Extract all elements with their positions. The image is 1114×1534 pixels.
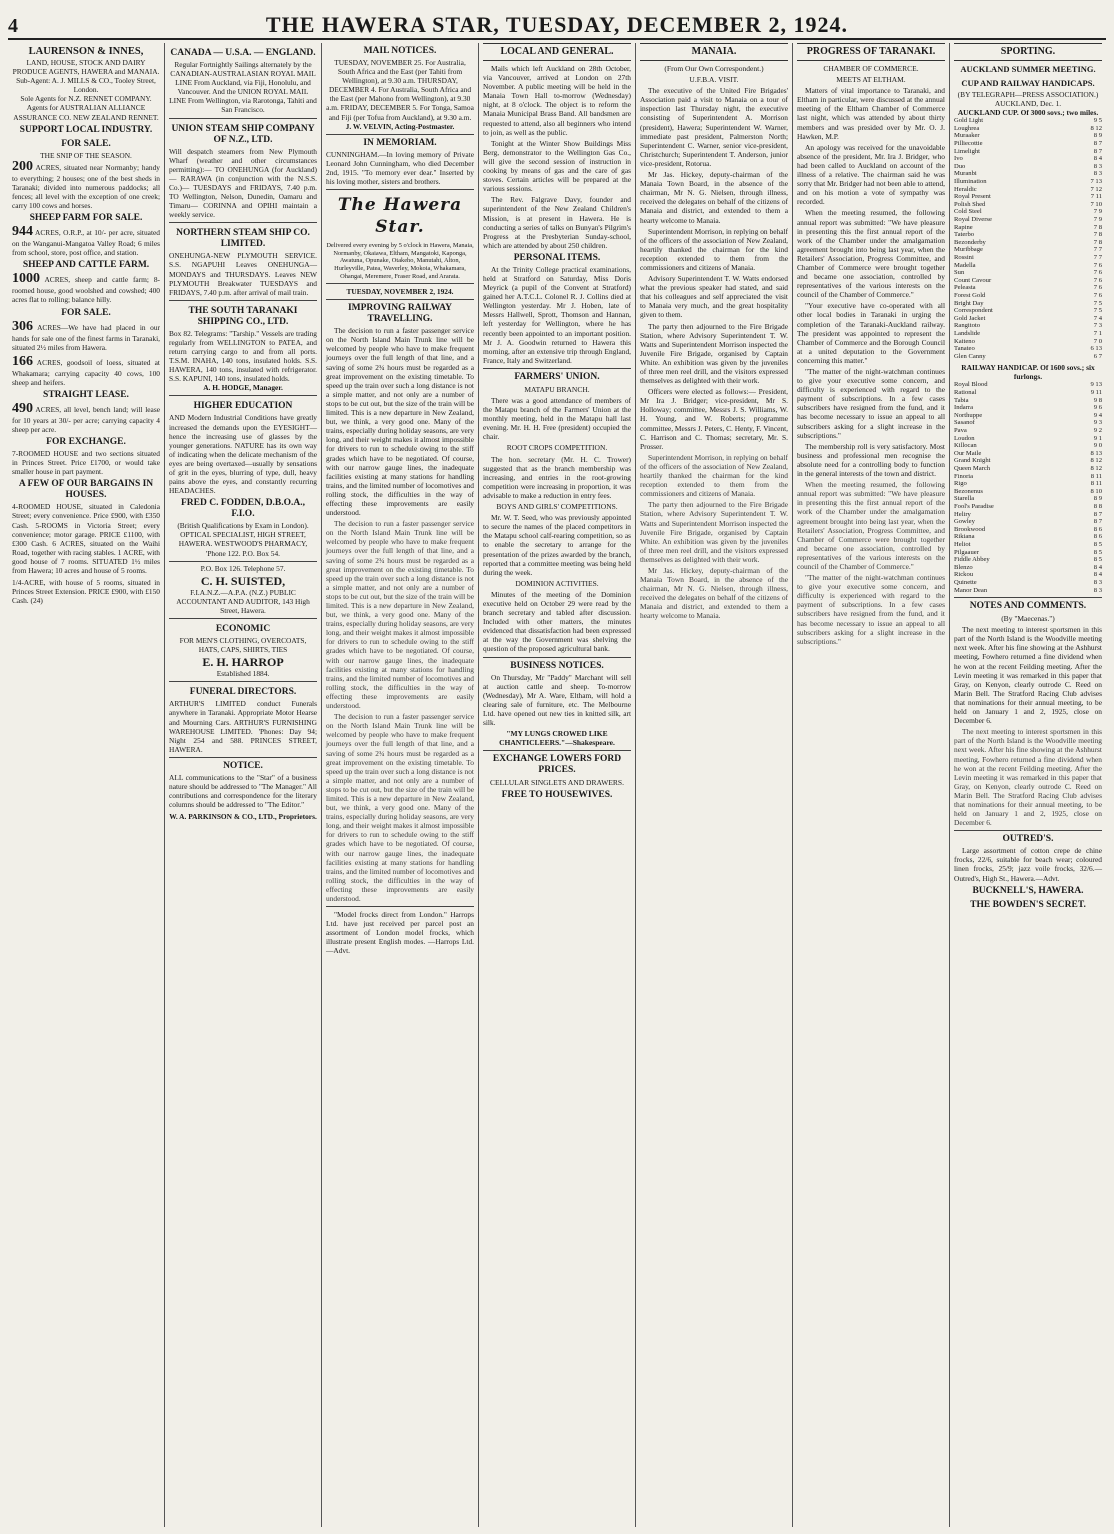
- horse-weight: 8 9: [1093, 495, 1102, 503]
- horse-weight: 9 13: [1090, 381, 1102, 389]
- horse-name: Rational: [954, 389, 977, 397]
- horse-weight: 8 6: [1093, 533, 1102, 541]
- columns: [8, 43, 1106, 1527]
- horse-name: Killocan: [954, 442, 977, 450]
- horse-name: Brookwood: [954, 525, 986, 533]
- horse-weight: 9 0: [1093, 442, 1102, 450]
- horse-weight: 9 4: [1093, 411, 1102, 419]
- horse-weight: 7 12: [1090, 185, 1102, 193]
- horse-weight: 7 6: [1093, 291, 1102, 299]
- article-text-2: The decision to run a faster passenger service on the North Island Main Trunk line will be welcomed by people who have to make frequent journeys over the full length of that line, and a saving of some 2¾ hours must be regarded as a great improvement on the existing timetable. To speed up the train over such a long distance is not a simple matter, and not only are a number of stops to be cut out, but the size of the train will be limited. This is a new departure in New Zealand, but, we think, a very good one. Many of the trains, especially during holiday seasons, are very long, and their weight makes it almost impossible for drivers to run to schedule owing to the stiff grades which have to be negotiated. Of course, with our narrow gauge lines, the inadequate facilities existing at many stations for handling trains, and the limited number of locomotives and rolling stock, the difficulties in the way of effecting these improvements are easily understood.: [326, 519, 474, 711]
- table-row: [954, 330, 1102, 338]
- horse-name: Starella: [954, 495, 975, 503]
- table-row: [954, 125, 1102, 133]
- horse-name: Polish Shed: [954, 200, 986, 208]
- table-row: [954, 587, 1102, 595]
- horse-name: Fool's Paradise: [954, 502, 994, 510]
- horse-weight: 8 5: [1093, 548, 1102, 556]
- horse-weight: 8 5: [1093, 556, 1102, 564]
- local-heading: LOCAL AND GENERAL.: [483, 43, 631, 61]
- table-row: [954, 404, 1102, 412]
- horse-weight: 7 8: [1093, 223, 1102, 231]
- table-row: [954, 224, 1102, 232]
- horse-name: Rikiana: [954, 533, 975, 541]
- horse-name: Northuppe: [954, 411, 983, 419]
- table-row: [954, 397, 1102, 405]
- horse-weight: 8 3: [1093, 578, 1102, 586]
- horse-weight: 9 2: [1093, 427, 1102, 435]
- horse-weight: 8 12: [1090, 124, 1102, 132]
- canada-ad: CANADA — U.S.A. — ENGLAND. Regular Fortnightly Sailings alternately by the CANADIAN-AUSTRALASIAN ROYAL MAIL LINE From Auckland, via Fiji, Honolulu, and Vancouver. And the UNION ROYAL MAIL LINE From Wellington, via Rarotonga, Tahiti and San Francisco.: [169, 43, 317, 119]
- horse-weight: 7 7: [1093, 253, 1102, 261]
- table-row: [954, 322, 1102, 330]
- manaia-heading: MANAIA.: [640, 43, 788, 61]
- table-row: [954, 495, 1102, 503]
- table-row: [954, 186, 1102, 194]
- horse-weight: 8 12: [1090, 457, 1102, 465]
- mail-text: TUESDAY, NOVEMBER 25. For Australia, South Africa and the East (per Tahiti from Wellington), at 9.30 a.m. THURSDAY, DECEMBER 4. For Australia, South Africa and the East (per Mahono from Wellington), at 9.30 a.m. FRIDAY, DECEMBER 5. For Tonga, Samoa and Fiji (per Tofua from Auckland), at 9.30 a.m.: [326, 58, 474, 122]
- horse-weight: 7 6: [1093, 276, 1102, 284]
- column-6-progress: PROGRESS OF TARANAKI. CHAMBER OF COMMERCE. MEETS AT ELTHAM. Matters of vital importance to Taranaki, and Eltham in particular, were discussed at the annual meeting of the Eltham Chamber of Commerce last night, which was attended by about thirty members and was presided over by Mr. O. J. Hawken, M.P. An apology was received for the unavoidable absence of the president, Mr. Ira J. Bridger, who had been called to Auckland on account of the illness of a relative. The chairman said he was sorry that Mr. Bridger had not been able to attend, and on his motion a vote of sympathy was recorded. When the meeting resumed, the following annual report was submitted: "We have pleasure in presenting this the first annual report of the work of the Chamber under the amalgamation agreement brought into being last year, when the Retailers' Association, Progress Committee, and Chamber of Commerce were brought together and became one association, controlled by representatives of the various interests on the council of the Chamber of Commerce." "Your executive have co-operated with all other local bodies in Taranaki in urging the completion of the Taranaki-Auckland railway. The president was appointed to represent the Chamber of Commerce and the Borough Council at a united deputation to the Government concerning this matter." "The matter of the night-watchman continues to give your executive some concern, and difficulty is experienced with regard to the payment of subscriptions. In a few cases subscribers have resigned from the fund, and it has become necessary to issue an appeal to all subscribers asking for a slight increase in the subscriptions." The membership roll is very satisfactory. Most business and professional men recognise the absolute need for a controlling body to function in the general interests of the town and district. When the meeting resumed, the following annual report was submitted: "We have pleasure in presenting this the first annual report of the work of the Chamber under the amalgamation agreement brought into being last year, when the Retailers' Association, Progress Committee, and Chamber of Commerce were brought together and became one association, controlled by representatives of the various interests on the council of the Chamber of Commerce." "The matter of the night-watchman continues to give your executive some concern, and difficulty is experienced with regard to the payment of subscriptions. In a few cases subscribers have resigned from the fund, and it has become necessary to issue an appeal to all subscribers asking for a slight increase in the subscriptions.": [793, 43, 950, 1527]
- horse-weight: 7 9: [1093, 216, 1102, 223]
- horse-name: Gold Jacket: [954, 314, 986, 322]
- article-heading: IMPROVING RAILWAY TRAVELLING.: [347, 303, 453, 325]
- horse-name: Rapine: [954, 223, 973, 231]
- horse-weight: 8 7: [1093, 510, 1102, 518]
- horse-name: Tanateo: [954, 345, 975, 353]
- table-row: [954, 254, 1102, 262]
- table-row: [954, 193, 1102, 201]
- straight-lease-heading: STRAIGHT LEASE.: [43, 389, 129, 400]
- horse-weight: 8 4: [1093, 155, 1102, 163]
- horse-name: Fiddle Abbey: [954, 556, 990, 564]
- horse-weight: 7 1: [1093, 329, 1102, 337]
- table-row: [954, 284, 1102, 292]
- horse-name: Gowley: [954, 518, 975, 526]
- business-heading: BUSINESS NOTICES.: [510, 660, 604, 671]
- column-4-local: LOCAL AND GENERAL. Mails which left Auckland on 28th October, via Vancouver, arrived at London on 27th November. A public meeting will be held in the Manaia Town Hall to-morrow (Wednesday) night, at 8 o'clock. The object is to reform the Manaia Municipal Brass Band. All bandsmen are requested to attend, also all beginners who intend to join, as well as the public. Tonight at the Winter Show Buildings Miss Berg, demonstrator to the Wellington Gas Co., will give the second session of instruction in cooking by means of gas and the care of gas stoves. Certain articles will be prepared at the various sessions. The Rev. Falgrave Davy, founder and superintendent of the New Zealand Children's Mission, is at present in Hawera. He is conducting a series of talks on Bunyan's Pilgrim's Progress at the Presbyterian Sunday-school, which are attended by about 250 children. PERSONAL ITEMS. At the Trinity College practical examinations, held at Stratford on Saturday, Miss Doris Meyrick (a pupil of the Convent at Stratford) gained her A.T.C.L. Colonel R. J. Collins died at Wellington yesterday. Mr J. Hoben, late of Messrs Hallwell, Sprott, Thomson and Hannan, left yesterday for Wellington, where he has recently been appointed to an important position. Mr J. A. Goodwin returned to Hawera this morning, after an extensive trip through England, France, Italy and Switzerland. FARMERS' UNION. MATAPU BRANCH. There was a good attendance of members of the Matapu branch of the Farmers' Union at the monthly meeting, held in the Matapu hall last evening. Mr. H. H. Free (president) occupied the chair. ROOT CROPS COMPETITION. The hon. secretary (Mr. H. C. Trower) suggested that as the branch membership was increasing, and entries in the root-growing competition were increasing in proportion, it was advisable to make a reduction in entry fees. BOYS AND GIRLS' COMPETITIONS. Mr. W. T. Seed, who was previously appointed to secure the names of the placed competitors in the Matapu school calf-rearing competition, so as to enable the secretary to arrange for the presentation of the prizes awarded by the branch, reported that a committee meeting was being held during the week. DOMINION ACTIVITIES. Minutes of the meeting of the Dominion executive held on October 29 were read by the branch secretary and tabled after discussion. Included with other matters, the minutes evidenced that dissatisfaction had been expressed at the way the Government was shelving the question of the proposed agricultural bank. BUSINESS NOTICES. On Thursday, Mr "Paddy" Marchant will sell at auction cattle and sheep. To-morrow (Wednesday), Mr A. Ware, Eltham, will hold a clearing sale of furniture, etc. The Melbourne Ltd. have opened out new ties in knitted silk, art silk. "MY LUNGS CROWED LIKE CHANTICLEERS."—Shakespeare. EXCHANGE LOWERS FORD PRICES. CELLULAR SINGLETS AND DRAWERS. FREE TO HOUSEWIVES.: [479, 43, 636, 1527]
- notice-block: NOTICE. ALL communications to the "Star" of a business nature should be addressed to "The Manager." All contributions and correspondence for the literary columns should be addressed to "The Editor." W. A. PARKINSON & CO., LTD., Proprietors.: [169, 760, 317, 822]
- column-2-shipping: [165, 43, 322, 1527]
- horse-name: Rickou: [954, 571, 974, 579]
- horse-name: Heraldic: [954, 185, 977, 193]
- horse-weight: 9 11: [1090, 389, 1102, 397]
- snip-heading: THE SNIP OF THE SEASON.: [40, 150, 132, 160]
- table-row: [954, 564, 1102, 572]
- horse-name: Quinette: [954, 578, 977, 586]
- horse-weight: 6 7: [1093, 352, 1102, 360]
- table-row: [954, 163, 1102, 171]
- horse-weight: 9 3: [1093, 419, 1102, 427]
- table-row: [954, 269, 1102, 277]
- support-heading: SUPPORT LOCAL INDUSTRY.: [19, 124, 153, 135]
- union-ad: UNION STEAM SHIP COMPANY OF N.Z., LTD. Will despatch steamers from New Plymouth Wharf (weather and other circumstances permitting):— TO ONEHUNGA (for Auckland)— RARAWA (in conjunction with the N.S.S. Co.)— TUESDAYS and FRIDAYS, 7.40 p.m. TO Wellington, Nelson, Dunedin, Oamaru and Timaru— CORINNA and OPIHI maintain a weekly service.: [169, 119, 317, 224]
- horse-weight: 7 8: [1093, 231, 1102, 239]
- dateline: TUESDAY, NOVEMBER 2, 1924.: [346, 287, 454, 297]
- footer-listing: 1/4-ACRE, with house of 5 rooms, situated in Princes Street Extension. PRICE £900, with £150 Cash. (24): [12, 578, 160, 606]
- table-row: [954, 315, 1102, 323]
- horse-name: Grand Knight: [954, 457, 991, 465]
- table-row: [954, 473, 1102, 481]
- horse-name: Heliry: [954, 510, 971, 518]
- horse-name: Count Cavour: [954, 276, 992, 284]
- table-row: [954, 389, 1102, 397]
- article-text: The decision to run a faster passenger service on the North Island Main Trunk line will be welcomed by people who have to make frequent journeys over the full length of that line, and a saving of some 2¾ hours must be regarded as a great improvement on the existing timetable. To speed up the train over such a long distance is not a simple matter, and not only are a number of stops to be cut out, but the size of the train will be limited. This is a new departure in New Zealand, but, we think, a very good one. Many of the trains, especially during holiday seasons, are very long, and their weight makes it almost impossible for drivers to run to schedule owing to the stiff grades which have to be negotiated. Of course, with our narrow gauge lines, the inadequate facilities existing at many stations for handling trains, and the limited number of locomotives and rolling stock, the difficulties in the way of effecting these improvements are easily understood.: [326, 326, 474, 518]
- postmaster: J. W. VELVIN, Acting-Postmaster.: [345, 121, 455, 131]
- horse-weight: 8 11: [1090, 480, 1102, 488]
- horse-name: Bright Day: [954, 299, 984, 307]
- accountant-ad: P.O. Box 126. Telephone 57. C. H. SUISTED, F.I.A.N.Z.—A.P.A. (N.Z.) PUBLIC ACCOUNTANT AND AUDITOR, 143 High Street, Hawera.: [169, 562, 317, 619]
- table-row: [954, 556, 1102, 564]
- sheep-heading: SHEEP FARM FOR SALE.: [29, 213, 143, 224]
- table-row: [954, 571, 1102, 579]
- horse-weight: 8 13: [1090, 449, 1102, 457]
- table-row: [954, 338, 1102, 346]
- table-row: [954, 178, 1102, 186]
- for-sale-heading-2: FOR SALE.: [61, 307, 111, 318]
- horse-name: Ivo: [954, 155, 963, 163]
- table-row: [954, 353, 1102, 361]
- firm-name: LAURENSON & INNES,: [28, 46, 144, 57]
- horse-name: Muraaker: [954, 132, 980, 140]
- table-row: [954, 457, 1102, 465]
- horse-name: Landslide: [954, 329, 981, 337]
- south-taranaki-ad: THE SOUTH TARANAKI SHIPPING CO., LTD. Box 82. Telegrams: "Tarship." Vessels are trading regularly from WELLINGTON to PATEA, and return carrying cargo to and from all ports. T.S.M. INAHA, 140 tons, insulated holds. S.S. HAWERA, 140 tons, insulated with refrigerator. S.S. KAPUNI, 140 tons, insulated holds. A. H. HODGE, Manager.: [169, 301, 317, 397]
- nameplate-sub: Delivered every evening by 5 o'clock in Hawera, Manaia, Normanby, Okaiawa, Eltham, Mangatoki, Kaponga, Awatuna, Opunake, Otakeho, Manutahi, Alton, Hurleyville, Patea, Waverley, Mokoia, Whakamara, Ohangai, Meremere, Fraser Road, and Ararata.: [326, 242, 474, 280]
- horse-weight: 9 6: [1093, 404, 1102, 412]
- table-row: [954, 412, 1102, 420]
- horse-name: Taterbo: [954, 231, 975, 239]
- horse-name: Manor Dean: [954, 586, 988, 594]
- cup-weights-table: [954, 117, 1102, 360]
- mail-heading: MAIL NOTICES.: [363, 46, 437, 56]
- table-row: [954, 201, 1102, 209]
- progress-heading: PROGRESS OF TARANAKI.: [797, 43, 945, 61]
- horse-weight: 7 5: [1093, 299, 1102, 307]
- horse-name: Pilliecottie: [954, 140, 983, 148]
- table-row: [954, 262, 1102, 270]
- cattle-heading: SHEEP AND CATTLE FARM.: [22, 260, 150, 271]
- firm-agent: Sub-Agent: A. J. MILLS & CO., Tooley Street, London.: [16, 76, 156, 95]
- page-number: 4: [8, 15, 18, 37]
- horse-name: Indarra: [954, 404, 974, 412]
- horse-name: Limelight: [954, 147, 981, 155]
- horse-name: Rigo: [954, 480, 967, 488]
- memoriam-text: CUNNINGHAM.—In loving memory of Private Leonard John Cunningham, who died December 2nd, 1915. "To memory ever dear." Inserted by his loving mother, sisters and brothers.: [326, 149, 474, 187]
- nameplate: The Hawera Star.: [337, 195, 463, 238]
- horse-weight: 8 10: [1090, 487, 1102, 495]
- farmers-heading: FARMERS' UNION.: [514, 371, 600, 382]
- table-row: [954, 450, 1102, 458]
- horse-name: Royal Blood: [954, 381, 988, 389]
- horse-name: Loudon: [954, 434, 975, 442]
- horse-weight: 8 4: [1093, 571, 1102, 579]
- horse-weight: 8 7: [1093, 147, 1102, 155]
- horse-name: Muranbi: [954, 170, 977, 178]
- table-row: [954, 503, 1102, 511]
- table-row: [954, 246, 1102, 254]
- table-row: [954, 511, 1102, 519]
- horse-name: Queen March: [954, 465, 991, 472]
- horse-weight: 9 5: [1093, 117, 1102, 125]
- table-row: [954, 480, 1102, 488]
- horse-weight: 7 6: [1093, 269, 1102, 277]
- horse-name: Gold Light: [954, 117, 984, 125]
- horse-weight: 7 4: [1093, 314, 1102, 322]
- horse-weight: 8 3: [1093, 162, 1102, 170]
- horse-weight: 7 13: [1090, 178, 1102, 186]
- horse-weight: 7 5: [1093, 307, 1102, 315]
- horse-weight: 6 13: [1090, 345, 1102, 353]
- horse-weight: 7 3: [1093, 322, 1102, 330]
- horse-name: Pilgaauer: [954, 548, 979, 556]
- horse-weight: 8 3: [1093, 170, 1102, 178]
- horse-weight: 8 6: [1093, 525, 1102, 533]
- table-row: [954, 488, 1102, 496]
- horse-weight: 7 7: [1093, 246, 1102, 254]
- horse-weight: 7 0: [1093, 337, 1102, 345]
- listing-944: 944 ACRES, O.R.P., at 10/- per acre, situated on the Wanganui-Mangatoa Valley Road; 6 miles from school, store, post office, and station.: [12, 224, 160, 258]
- horse-name: Blenzo: [954, 563, 973, 571]
- firm-sub: LAND, HOUSE, STOCK AND DAIRY PRODUCE AGENTS, HAWERA and MANAIA.: [12, 58, 160, 77]
- horse-name: Illumination: [954, 178, 987, 186]
- horse-weight: 8 11: [1090, 472, 1102, 480]
- firm-agents-for: Sole Agents for N.Z. RENNET COMPANY. Agents for AUSTRALIAN ALLIANCE ASSURANCE CO. NEW ZEALAND RENNET.: [13, 94, 159, 122]
- horse-name: Pava: [954, 427, 967, 435]
- horse-name: Duo: [954, 162, 966, 170]
- table-row: [954, 231, 1102, 239]
- table-row: [954, 541, 1102, 549]
- horse-name: Peleasta: [954, 284, 976, 292]
- horse-weight: 7 6: [1093, 261, 1102, 269]
- horse-name: Sun: [954, 269, 965, 277]
- table-row: [954, 300, 1102, 308]
- table-row: [954, 419, 1102, 427]
- horse-name: Bezonderby: [954, 238, 986, 246]
- table-row: [954, 132, 1102, 140]
- horse-weight: 9 1: [1093, 434, 1102, 442]
- table-row: [954, 170, 1102, 178]
- horse-name: Glen Canny: [954, 352, 986, 360]
- table-row: [954, 549, 1102, 557]
- horse-name: Bezonenus: [954, 487, 983, 495]
- horse-weight: 8 7: [1093, 518, 1102, 526]
- horse-name: Forest Gold: [954, 291, 986, 299]
- table-row: [954, 155, 1102, 163]
- listing-306: 306 ACRES—We have had placed in our hands for sale one of the finest farms in Taranaki, situated 2½ miles from Hawera.: [12, 318, 160, 352]
- horse-name: Cold Steel: [954, 208, 982, 216]
- table-row: [954, 140, 1102, 148]
- table-row: [954, 465, 1102, 473]
- table-row: [954, 526, 1102, 534]
- column-1-classifieds: [8, 43, 165, 1527]
- sporting-heading: SPORTING.: [954, 43, 1102, 61]
- table-row: [954, 345, 1102, 353]
- horse-name: Loughrea: [954, 124, 980, 132]
- table-row: [954, 292, 1102, 300]
- personal-heading: PERSONAL ITEMS.: [513, 252, 601, 263]
- table-row: [954, 208, 1102, 216]
- listing-1000: 1000 ACRES, sheep and cattle farm; 8-roomed house, good woolshed and cowshed; 400 acres flat to rolling; balance hilly.: [12, 271, 160, 305]
- horse-weight: 8 7: [1093, 140, 1102, 148]
- table-row: [954, 518, 1102, 526]
- horse-weight: 7 8: [1093, 238, 1102, 246]
- table-row: [954, 442, 1102, 450]
- horse-name: Our Maile: [954, 449, 982, 457]
- for-sale-heading: FOR SALE.: [61, 138, 111, 149]
- table-row: [954, 307, 1102, 315]
- horse-weight: 8 12: [1090, 465, 1102, 472]
- bargains-heading: A FEW OF OUR BARGAINS IN HOUSES.: [18, 479, 154, 501]
- horse-weight: 7 11: [1090, 193, 1102, 201]
- table-row: [954, 117, 1102, 125]
- masthead: [8, 4, 1106, 40]
- horse-name: Sasanof: [954, 419, 975, 427]
- horse-name: Rangitoto: [954, 322, 981, 330]
- northern-ad: NORTHERN STEAM SHIP CO. LIMITED. ONEHUNGA-NEW PLYMOUTH SERVICE. S.S. NGAPUHI Leaves ONEHUNGA— MONDAYS and THURSDAYS. Leaves NEW PLYMOUTH Breakwater TUESDAYS and FRIDAYS, 7.40 p.m. after arrival of mail train.: [169, 223, 317, 300]
- table-row: [954, 427, 1102, 435]
- horse-weight: 8 3: [1093, 586, 1102, 594]
- funeral-ad: FUNERAL DIRECTORS. ARTHUR'S LIMITED conduct Funerals anywhere in Taranaki. Appropriate Motor Hearse and Mourning Cars. ARTHUR'S FURNISHING WAREHOUSE LIMITED. 'Phones: Day 94; Night 254 and 588. PRINCES STREET, HAWERA.: [169, 682, 317, 758]
- exchange-heading: FOR EXCHANGE.: [46, 437, 126, 448]
- horse-name: Rossini: [954, 253, 974, 261]
- horse-name: Heliot: [954, 540, 971, 548]
- table-row: [954, 239, 1102, 247]
- horse-name: Tabia: [954, 396, 969, 404]
- article-text-3: The decision to run a faster passenger service on the North Island Main Trunk line will be welcomed by people who have to make frequent journeys over the full length of that line, and a saving of some 2¾ hours must be regarded as a great improvement on the existing timetable. To speed up the train over such a long distance is not a simple matter, and not only are a number of stops to be cut out, but the size of the train will be limited. This is a new departure in New Zealand, but, we think, a very good one. Many of the trains, especially during holiday seasons, are very long, and their weight makes it almost impossible for drivers to run to schedule owing to the stiff grades which have to be negotiated. Of course, with our narrow gauge lines, the inadequate facilities existing at many stations for handling trains, and the limited number of locomotives and rolling stock, the difficulties in the way of effecting these improvements are easily understood.: [326, 712, 474, 903]
- horse-name: Royal Present: [954, 193, 991, 201]
- exchange-text: 7-ROOMED HOUSE and two sections situated in Princes Street. Price £1700, or would take smaller house in part payment.: [12, 449, 160, 477]
- table-row: [954, 579, 1102, 587]
- horse-name: Royal Diverse: [954, 216, 992, 223]
- horse-weight: 9 8: [1093, 396, 1102, 404]
- bargains-text: 4-ROOMED HOUSE, situated in Caledonia Street; every convenience. Price £900, with £350 Cash. 5-ROOMS in Victoria Street; every convenience; motor garage. PRICE £1100, with £300 Cash. 6 ACRES, situated on the Waihi Road, together with racing stables. 1 ACRE, with good house of 7 rooms. SITUATED 1½ miles from Hawera; 10 acres and house of 5 rooms.: [12, 502, 160, 575]
- table-row: [954, 381, 1102, 389]
- memoriam-heading: IN MEMORIAM.: [363, 137, 437, 148]
- table-row: [954, 216, 1102, 224]
- horse-name: Finoria: [954, 472, 974, 480]
- table-row: [954, 148, 1102, 156]
- horse-weight: 8 5: [1093, 540, 1102, 548]
- horse-name: Madella: [954, 261, 976, 269]
- column-5-manaia: MANAIA. (From Our Own Correspondent.) U.F.B.A. VISIT. The executive of the United Fire Brigades' Association paid a visit to Manaia on a tour of inspection last Thursday night, the executive consisting of Superintendent A. Morrison (president), Hawera; Superintendent W. Warner, immediate past president, Palmerston North; Superintendent C. Warner, senior vice-president, Christchurch; Superintendent T. Anderson, junior vice-president, Rotorua. Mr Jas. Hickey, deputy-chairman of the Manaia Town Board, in the absence of the chairman, Mr N. G. Nielsen, through illness, received the delegates on behalf of the citizens of Manaia and district, and extended to them a hearty welcome to Manaia. Superintendent Morrison, in replying on behalf of the officers of the association of New Zealand, heartily thanked the chairman for the kind reception extended to them from the commissioners and citizens of Manaia. Advisory Superintendent T. W. Watts endorsed what the previous speaker had stated, and said that his colleagues and self appreciated the visit to Manaia very much, and the great hospitality given to them. The party then adjourned to the Fire Brigade Station, where Advisory Superintendent T. W. Watts and Superintendent Morrison inspected the Juvenile Fire Brigade, organised by Captain White. An exhibition was given by the juveniles of three men reel drill, and the visitors expressed themselves as delighted with their work. Officers were elected as follows:— President, Mr Ira J. Bridger; vice-president, Mr S. Holloway; committee, Messrs J. S. Williams, W. H. Young, and W. Roberts; programme committee, Messrs J. Peters, C. Henty, F. Vincent, C. Harrison and C. Thomas; secretary, Mr. S. Prosser. Superintendent Morrison, in replying on behalf of the officers of the association of New Zealand, heartily thanked the chairman for the kind reception extended to them from the commissioners and citizens of Manaia. The party then adjourned to the Fire Brigade Station, where Advisory Superintendent T. W. Watts and Superintendent Morrison inspected the Juvenile Fire Brigade, organised by Captain White. An exhibition was given by the juveniles of three men reel drill, and the visitors expressed themselves as delighted with their work. Mr Jas. Hickey, deputy-chairman of the Manaia Town Board, in the absence of the chairman, Mr N. G. Nielsen, through illness, received the delegates on behalf of the citizens of Manaia and district, and extended to them a hearty welcome to Manaia.: [636, 43, 793, 1527]
- horse-weight: 8 4: [1093, 563, 1102, 571]
- horse-name: Kaiteno: [954, 337, 975, 345]
- notes-heading: NOTES AND COMMENTS.: [969, 601, 1087, 612]
- horse-weight: 7 6: [1093, 284, 1102, 292]
- table-row: [954, 435, 1102, 443]
- horse-weight: 7 10: [1090, 200, 1102, 208]
- listing-490: 490 ACRES, all level, bench land; will lease for 10 years at 30/- per acre; carrying capacity 4 sheep per acre.: [12, 400, 160, 434]
- listing-166: 166 ACRES, goodsoil of loess, situated at Whakamara; carrying capacity 40 cows, 100 sheep and heifers.: [12, 353, 160, 387]
- horse-weight: 8 8: [1093, 502, 1102, 510]
- masthead-title: THE HAWERA STAR, TUESDAY, DECEMBER 2, 1924.: [265, 12, 849, 37]
- clothing-ad: ECONOMIC FOR MEN'S CLOTHING, OVERCOATS, HATS, CAPS, SHIRTS, TIES E. H. HARROP Established 1884.: [169, 619, 317, 682]
- column-7-sporting: SPORTING. AUCKLAND SUMMER MEETING. CUP AND RAILWAY HANDICAPS. (BY TELEGRAPH—PRESS ASSOCIATION.) AUCKLAND, Dec. 1. AUCKLAND CUP. Of 3000 sovs.; two miles. Gold Light 9 5 Loughrea 8 12 Muraaker 8 9 Pilliecottie 8 7 Limelight 8 7 Ivo 8 4 Duo 8 3 Muranbi 8 3 Illumination 7 13 Heraldic 7 12 Royal Present 7 11 Polish Shed 7 10 Cold Steel 7 9 Royal Diverse 7 9 Rapine 7 8 Taterbo 7 8 Bezonderby 7 8 Muribbage 7 7 Rossini 7 7 Madella 7 6 Sun 7 6 Count Cavour 7 6 Peleasta 7 6 Forest Gold 7 6 Bright Day 7 5 Correspondent 7 5 Gold Jacket 7 4 Rangitoto 7 3 Landslide 7 1 Kaiteno 7 0 Tanateo 6 13 Glen Canny 6 7 RAILWAY HANDICAP. Of 1600 sovs.; six furlongs. Royal Blood 9 13 Rational 9 11 Tabia 9 8 Indarra 9 6 Northuppe 9 4 Sasanof 9 3 Pava 9 2 Loudon 9 1 Killocan 9 0 Our Maile 8 13 Grand Knight 8 12 Queen March 8 12 Finoria 8 11 Rigo 8 11 Bezonenus 8 10 Starella 8 9 Fool's Paradise 8 8 Heliry 8 7 Gowley 8 7 Brookwood 8 6 Rikiana 8 6 Heliot 8 5 Pilgaauer 8 5 Fiddle Abbey 8 5 Blenzo 8 4 Rickou 8 4 Quinette 8 3 Manor Dean 8 3 NOTES AND COMMENTS. (By "Maecenas.") The next meeting to interest sportsmen in this part of the North Island is the Woodville meeting next week. After his fine showing at the Ashhurst meeting, Fowhero returned a fine dividend when he won at the recent Feilding meeting. After the Levin meeting it was remarked in this paper that Gray, on Kenyon, clearly outrode C. Reed on Marin Bell. The Stratford Racing Club advises that nominations for their annual meeting, to be held on January 1 and 2, 1925, close on December 6. The next meeting to interest sportsmen in this part of the North Island is the Woodville meeting next week. After his fine showing at the Ashhurst meeting, Fowhero returned a fine dividend when he won at the recent Feilding meeting. After the Levin meeting it was remarked in this paper that Gray, on Kenyon, clearly outrode C. Reed on Marin Bell. The Stratford Racing Club advises that nominations for their annual meeting, to be held on January 1 and 2, 1925, close on December 6. OUTRED'S. Large assortment of cotton crepe de chine frocks, 22/6, suitable for beach wear; coloured linen frocks, 25/9; jazz voile frocks, 32/6.—Outred's, High St., Hawera.—Advt. BUCKNELL'S, HAWERA. THE BOWDEN'S SECRET.: [950, 43, 1106, 1527]
- horse-weight: 8 9: [1093, 132, 1102, 140]
- table-row: [954, 533, 1102, 541]
- column-3-editorial: [322, 43, 479, 1527]
- railway-weights-table: [954, 381, 1102, 594]
- horse-name: Muribbage: [954, 246, 983, 254]
- optician-ad: HIGHER EDUCATION AND Modern Industrial Conditions have greatly increased the demands upon the EYESIGHT—hence the increasing use of glasses by the younger generations. NATURE has its own way of indicating when the delicate mechanism of the eyes are being overtaxed—usually by sensations of grit in the eyes, blurring of type, dull, heavy pains above the eyes, and constantly recurring HEADACHES. FRED C. FODDEN, D.B.O.A., F.I.O. (British Qualifications by Exam in London). OPTICAL SPECIALIST, HIGH STREET, HAWERA. WESTWOOD'S PHARMACY, 'Phone 122. P.O. Box 54.: [169, 396, 317, 561]
- table-row: [954, 277, 1102, 285]
- horse-weight: 7 9: [1093, 208, 1102, 216]
- horse-name: Correspondent: [954, 307, 993, 315]
- harrops-ad: "Model frocks direct from London." Harrops Ltd. have just received per parcel post an assortment of London model frocks, which illustrate present English modes. —Harrops Ltd.—Advt.: [326, 910, 474, 956]
- listing-200: 200 ACRES, situated near Normanby; handy to everything; 2 houses; one of the best sheds in Taranaki; divided into numerous paddocks; all fences; all level with the exception of one creek; carry 100 cows and horses.: [12, 158, 160, 211]
